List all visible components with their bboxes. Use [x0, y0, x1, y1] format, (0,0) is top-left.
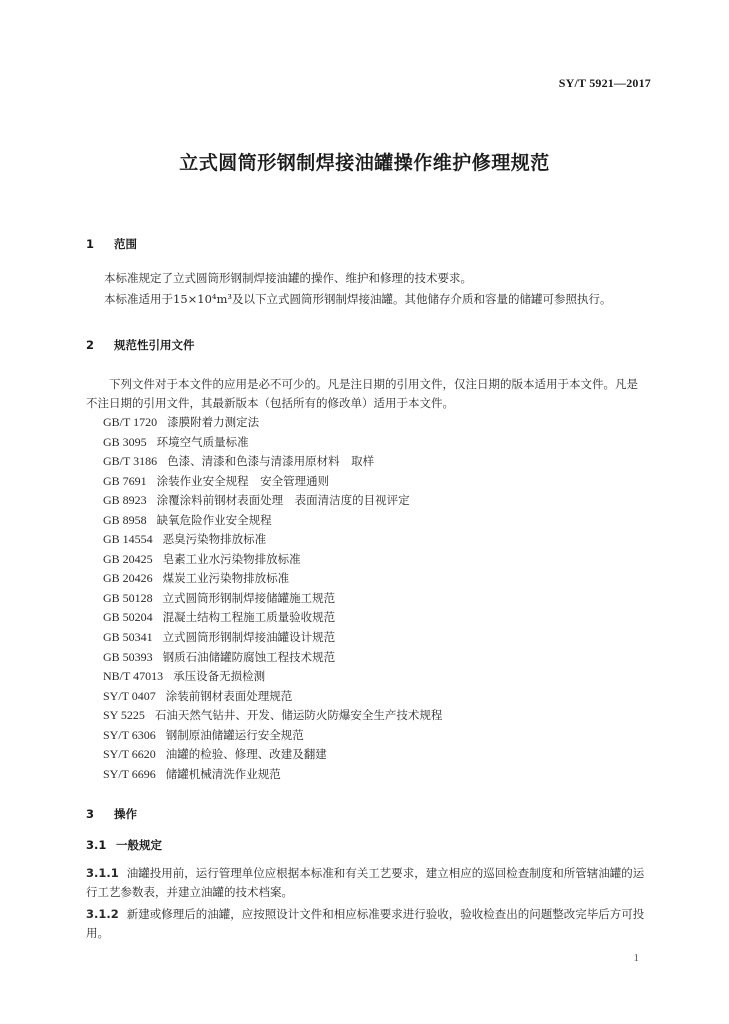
- reference-item: [103, 687, 442, 707]
- reference-code: GB 8923: [103, 493, 147, 508]
- reference-title: 涂装前钢材表面处理规范: [165, 688, 293, 703]
- reference-code: SY/T 6620: [103, 747, 156, 762]
- reference-code: GB 50128: [103, 590, 153, 605]
- page-number: 1: [633, 952, 639, 964]
- reference-code: GB 3095: [103, 434, 147, 449]
- reference-title: 混凝土结构工程施工质量验收规范: [162, 610, 336, 625]
- reference-code: GB 7691: [103, 473, 147, 488]
- reference-title: 立式圆筒形钢制焊接储罐施工规范: [162, 590, 336, 605]
- reference-title: 色漆、清漆和色漆与清漆用原材料 取样: [167, 454, 375, 469]
- reference-title: 煤炭工业污染物排放标准: [162, 571, 290, 586]
- section-1-paragraph-1: 本标准规定了立式圆筒形钢制焊接油罐的操作、维护和修理的技术要求。: [104, 271, 472, 285]
- section-2-intro: 下列文件对于本文件的应用是必不可少的。凡是注日期的引用文件，仅注日期的版本适用于本文件。凡是不注日期的引用文件，其最新版本（包括所有的修改单）适用于本文件。: [86, 377, 638, 410]
- reference-title: 钢制原油储罐运行安全规范: [165, 727, 304, 742]
- clause-text: 新建或修理后的油罐，应按照设计文件和相应标准要求进行验收，验收检查出的问题整改完毕后方可投用。: [86, 907, 645, 940]
- reference-item: [103, 530, 442, 550]
- reference-code: SY/T 6306: [103, 727, 156, 742]
- reference-title: 漆膜附着力测定法: [167, 415, 260, 429]
- document-title: 立式圆筒形钢制焊接油罐操作维护修理规范: [179, 152, 550, 174]
- reference-item: [103, 569, 442, 589]
- section-2-heading: [86, 337, 195, 353]
- reference-item: [103, 433, 442, 453]
- reference-code: GB 20425: [103, 551, 153, 566]
- reference-title: 涂装作业安全规程 安全管理通则: [156, 473, 330, 488]
- reference-item: [103, 491, 442, 511]
- reference-code: GB/T 3186: [103, 454, 158, 469]
- reference-item: [103, 667, 442, 687]
- reference-item: [103, 726, 442, 746]
- reference-code: GB 50341: [103, 630, 153, 645]
- reference-title: 钢质石油储罐防腐蚀工程技术规范: [162, 649, 336, 664]
- reference-title: 皂素工业水污染物排放标准: [162, 551, 301, 566]
- reference-item: [103, 511, 442, 531]
- reference-item: [103, 413, 442, 433]
- reference-title: 油罐的检验、修理、改建及翻建: [165, 747, 327, 762]
- reference-code: GB 8958: [103, 512, 147, 527]
- section-1-heading: [86, 236, 137, 252]
- clause-number: 3.1.2: [86, 907, 119, 921]
- reference-item: [103, 765, 442, 785]
- reference-item: [103, 628, 442, 648]
- reference-code: SY/T 0407: [103, 688, 156, 703]
- reference-item: [103, 648, 442, 668]
- subsection-3-1-heading: [86, 837, 162, 853]
- reference-item: [103, 745, 442, 765]
- reference-code: GB 20426: [103, 571, 153, 586]
- reference-item: [103, 452, 442, 472]
- clause-3-1-2: [86, 905, 646, 943]
- reference-code: GB 14554: [103, 532, 153, 547]
- section-title: 规范性引用文件: [114, 338, 195, 352]
- standard-code: SY/T 5921—2017: [558, 76, 651, 90]
- reference-code: NB/T 47013: [103, 669, 164, 684]
- reference-title: 恶臭污染物排放标准: [162, 532, 267, 547]
- clause-number: 3.1.1: [86, 866, 119, 880]
- reference-title: 承压设备无损检测: [173, 669, 266, 684]
- reference-title: 立式圆筒形钢制焊接油罐设计规范: [162, 630, 336, 645]
- reference-item: [103, 589, 442, 609]
- section-title: 范围: [114, 237, 137, 251]
- reference-code: GB 50393: [103, 649, 153, 664]
- subsection-number: 3.1: [86, 838, 107, 852]
- reference-code: GB/T 1720: [103, 415, 158, 429]
- section-3-heading: [86, 806, 137, 822]
- section-1-paragraph-2: 本标准适用于15×10⁴m³及以下立式圆筒形钢制焊接油罐。其他储存介质和容量的储罐可参照执行。: [104, 292, 612, 306]
- section-number: 2: [86, 338, 95, 352]
- reference-item: [103, 550, 442, 570]
- clause-text: 油罐投用前，运行管理单位应根据本标准和有关工艺要求，建立相应的巡回检查制度和所管辖油罐的运行工艺参数表，并建立油罐的技术档案。: [86, 866, 645, 899]
- reference-title: 石油天然气钻井、开发、储运防火防爆安全生产技术规程: [154, 708, 443, 723]
- clause-3-1-1: [86, 864, 646, 902]
- section-title: 操作: [114, 807, 137, 821]
- reference-code: SY/T 6696: [103, 766, 156, 781]
- normative-reference-list: [103, 413, 442, 784]
- subsection-title: 一般规定: [116, 838, 162, 852]
- reference-title: 缺氧危险作业安全规程: [156, 512, 272, 527]
- reference-code: SY 5225: [103, 708, 145, 723]
- reference-item: [103, 706, 442, 726]
- section-number: 1: [86, 237, 95, 251]
- reference-item: [103, 608, 442, 628]
- reference-title: 涂覆涂料前钢材表面处理 表面清洁度的目视评定: [156, 493, 410, 508]
- reference-item: [103, 472, 442, 492]
- reference-code: GB 50204: [103, 610, 153, 625]
- reference-title: 环境空气质量标准: [156, 434, 249, 449]
- section-number: 3: [86, 807, 95, 821]
- reference-title: 储罐机械清洗作业规范: [165, 766, 281, 781]
